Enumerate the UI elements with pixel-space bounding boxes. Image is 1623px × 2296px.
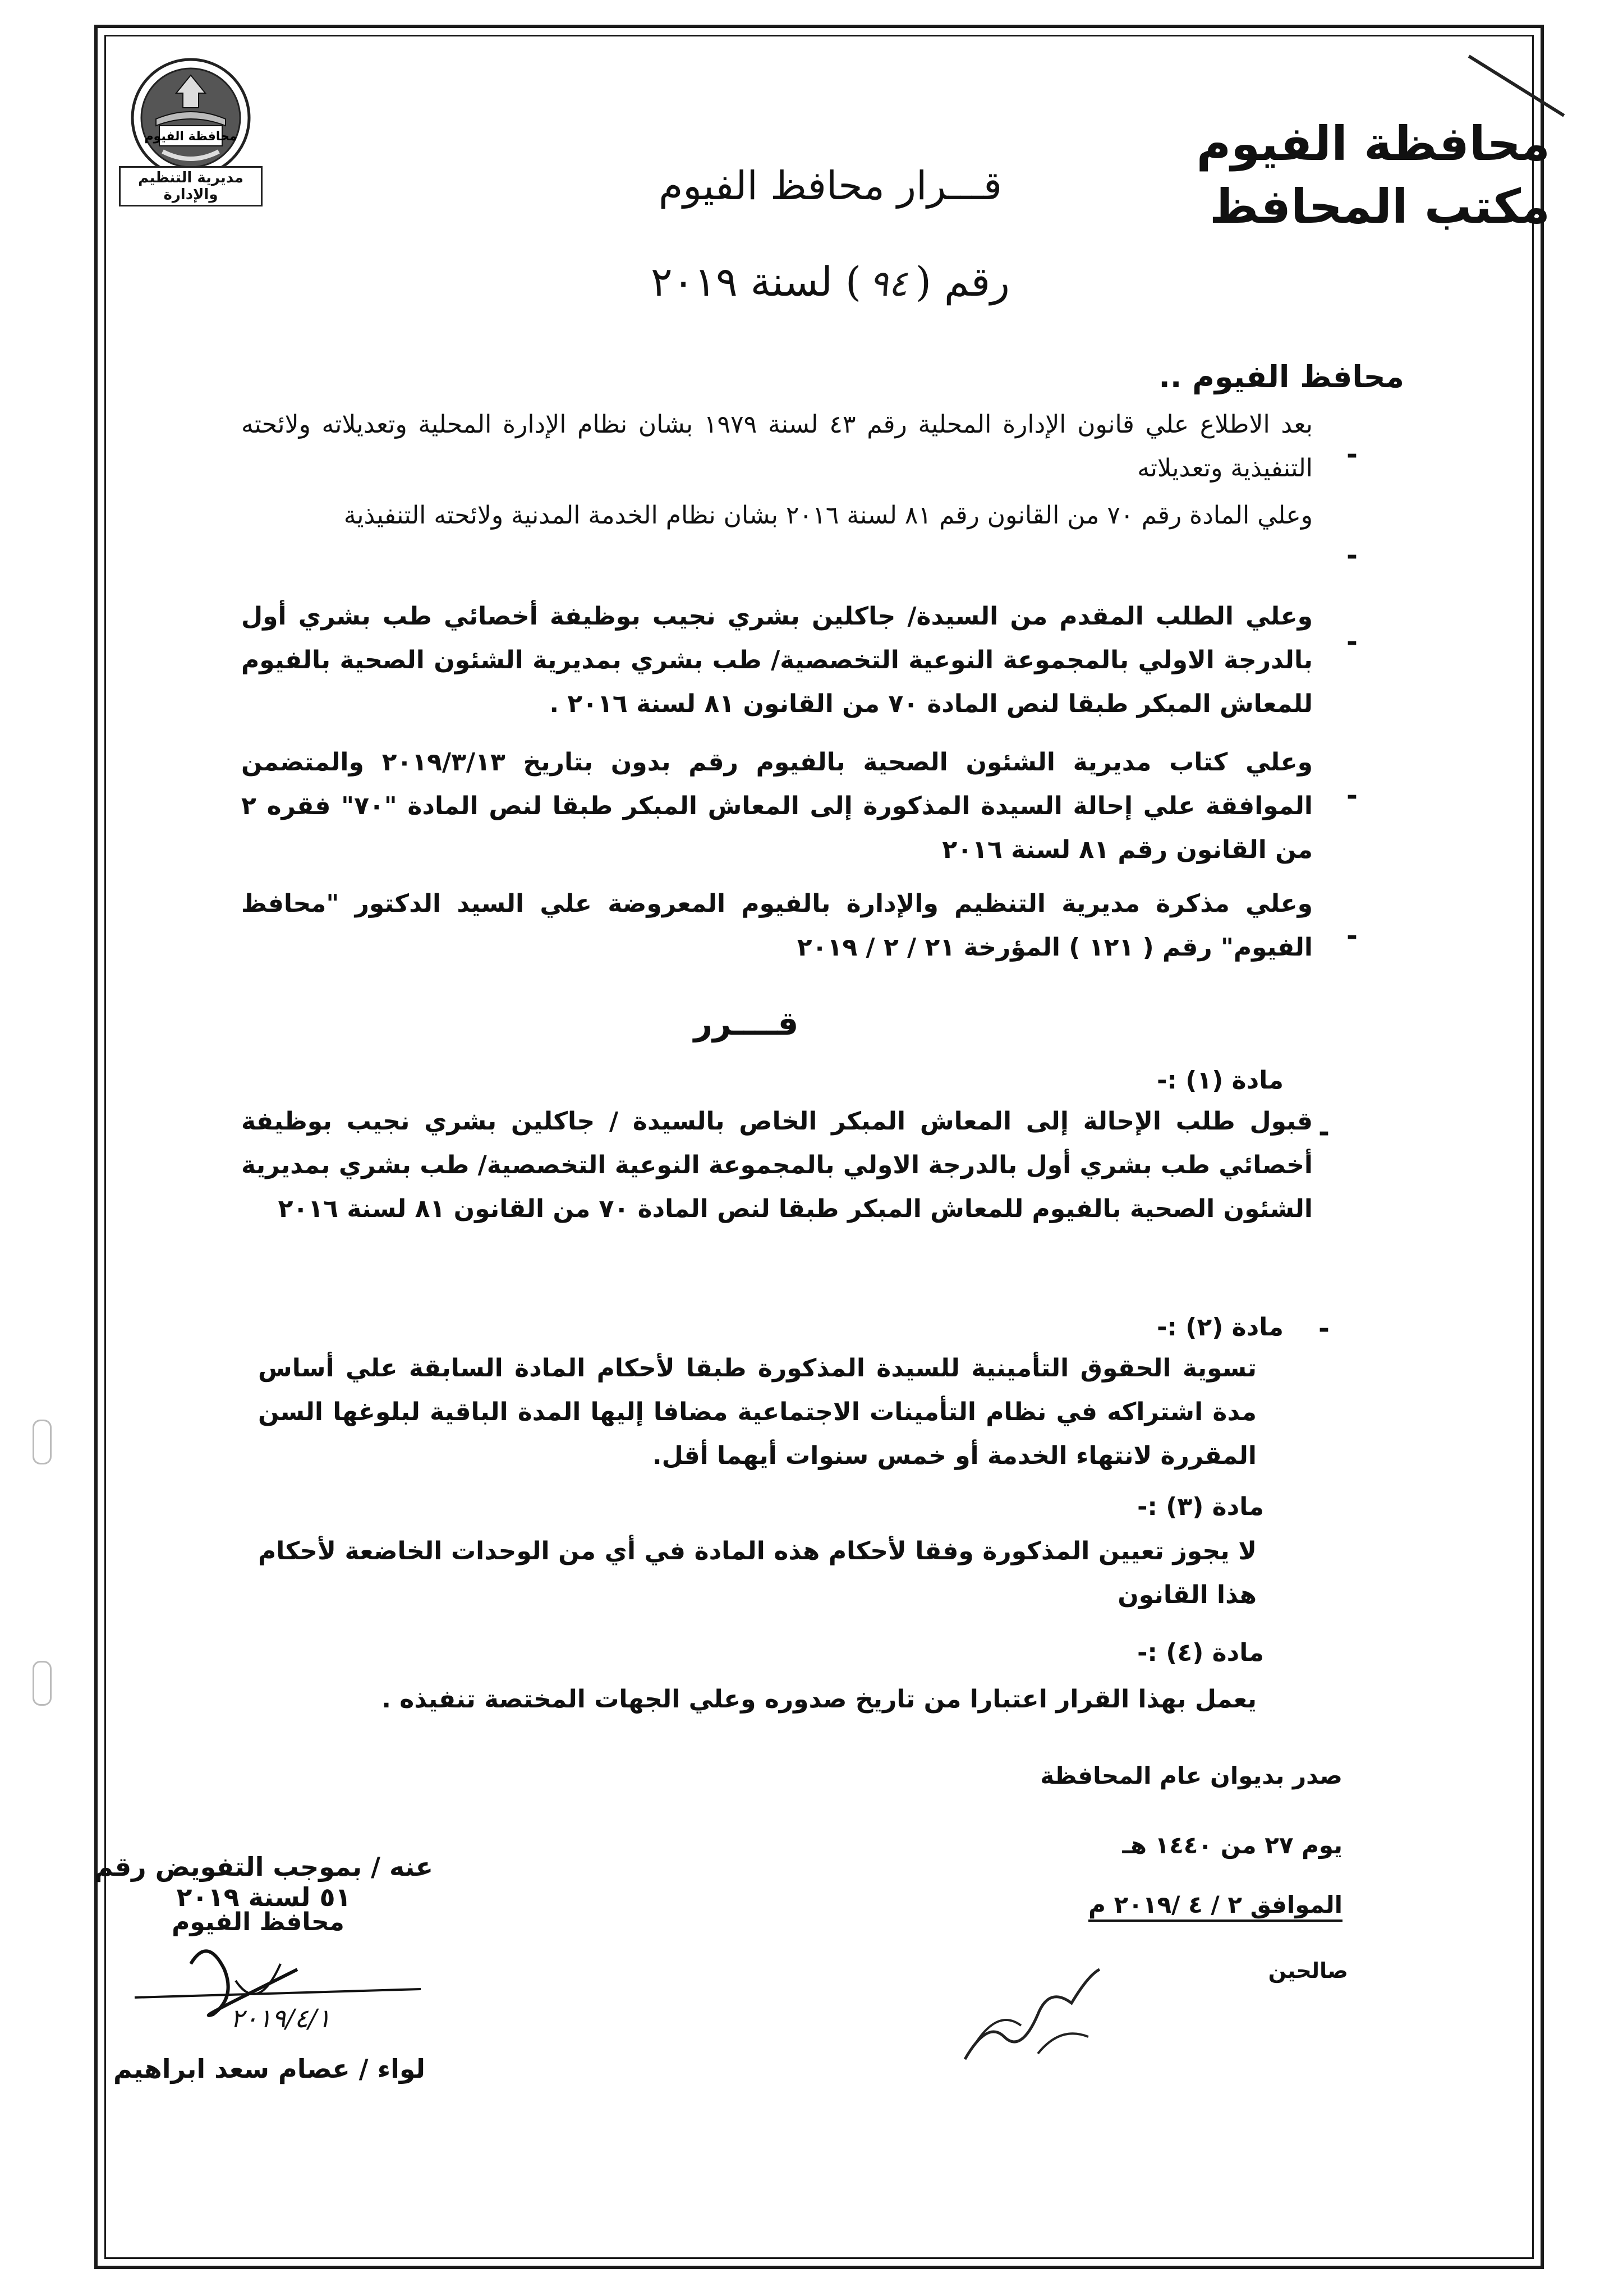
- reviewer-signature: [954, 1953, 1111, 2076]
- punch-hole: [33, 1661, 52, 1706]
- issued-line: صدر بديوان عام المحافظة: [1040, 1762, 1342, 1789]
- preamble-clause: وعلي كتاب مديرية الشئون الصحية بالفيوم رقم بدون بتاريخ ٢٠١٩/٣/١٣ والمتضمن الموافقة علي إحالة السيدة المذكورة إلى المعاش المبكر طبقا لنص المادة "٧٠" فقره ٢ من القانون رقم ٨١ لسنة ٢٠١٦: [241, 748, 1313, 864]
- bullet-dash: -: [1346, 540, 1358, 571]
- seal-text: محافظة الفيوم: [144, 130, 237, 144]
- seal-label: مديرية التنظيم والإدارة: [119, 166, 263, 206]
- article-3-text: لا يجوز تعيين المذكورة وفقا لأحكام هذه المادة في أي من الوحدات الخاضعة لأحكام هذا القانون: [258, 1537, 1257, 1609]
- article-4-heading: مادة (٤) :-: [1137, 1638, 1264, 1667]
- letterhead: [1197, 112, 1550, 238]
- decision-number: [617, 258, 1043, 305]
- article-1-text: قبول طلب الإحالة إلى المعاش المبكر الخاص بالسيدة / جاكلين بشري نجيب بوظيفة أخصائي طب بشري أول بالدرجة الاولي بالمجموعة النوعية التخصصية/ طب بشري بمديرية الشئون الصحية بالفيوم للمعاش المبكر طبقا لنص المادة ٧٠ من القانون ٨١ لسنة ٢٠١٦: [241, 1107, 1313, 1223]
- number-prefix: رقم (: [915, 258, 1010, 305]
- punch-hole: [33, 1420, 52, 1464]
- preamble-clause: بعد الاطلاع علي قانون الإدارة المحلية رقم ٤٣ لسنة ١٩٧٩ بشان نظام الإدارة المحلية وتعديلاته ولائحته التنفيذية وتعديلاته: [241, 410, 1313, 483]
- delegation-line: عنه / بموجب التفويض رقم ٥١ لسنة ٢٠١٩: [94, 1852, 434, 1912]
- handwritten-number: ٩٤: [869, 263, 908, 305]
- bullet-dash: -: [1318, 1313, 1330, 1344]
- bullet-dash: -: [1346, 780, 1358, 811]
- bullet-dash: -: [1346, 626, 1358, 658]
- verified-by: صالحين: [1268, 1958, 1348, 1983]
- decided-heading: قــــرر: [693, 1004, 799, 1043]
- signature-date: ٢٠١٩/٤/١: [230, 2003, 331, 2033]
- gregorian-date: الموافق ٢ / ٤ /٢٠١٩ م: [1088, 1891, 1342, 1922]
- article-2-text: تسوية الحقوق التأمينية للسيدة المذكورة طبقا لأحكام المادة السابقة علي أساس مدة اشتراكه في نظام التأمينات الاجتماعية مضافا إليها المدة الباقية لبلوغها السن المقررة لانتهاء الخدمة أو خمس سنوات أيهما أقل.: [258, 1354, 1257, 1470]
- bullet-dash: -: [1346, 439, 1358, 470]
- bullet-dash: -: [1318, 1117, 1330, 1148]
- hijri-date: يوم ٢٧ من ١٤٤٠ هـ: [1122, 1831, 1342, 1859]
- number-suffix: ) لسنة ٢٠١٩: [651, 258, 862, 305]
- bullet-dash: -: [1346, 920, 1358, 952]
- article-4-text: يعمل بهذا القرار اعتبارا من تاريخ صدوره وعلي الجهات المختصة تنفيذه .: [381, 1685, 1257, 1714]
- preamble-clause: وعلي مذكرة مديرية التنظيم والإدارة بالفيوم المعروضة علي السيد الدكتور "محافظ الفيوم" رقم ( ١٢١ ) المؤرخة ٢١ / ٢ / ٢٠١٩: [241, 889, 1313, 962]
- preamble-clause: وعلي الطلب المقدم من السيدة/ جاكلين بشري نجيب بوظيفة أخصائي طب بشري أول بالدرجة الاولي بالمجموعة النوعية التخصصية/ طب بشري بمديرية الشئون الصحية بالفيوم للمعاش المبكر طبقا لنص المادة ٧٠ من القانون ٨١ لسنة ٢٠١٦ .: [241, 602, 1313, 718]
- governor-stamp: محافظ الفيوم: [172, 1908, 344, 1936]
- governor-heading: محافظ الفيوم ..: [1158, 359, 1404, 394]
- article-3-heading: مادة (٣) :-: [1137, 1493, 1264, 1521]
- article-2-heading: مادة (٢) :-: [1157, 1313, 1284, 1342]
- signer-name: لواء / عصام سعد ابراهيم: [113, 2054, 425, 2084]
- office-name: مكتب المحافظ: [1210, 179, 1550, 234]
- preamble-clause: وعلي المادة رقم ٧٠ من القانون رقم ٨١ لسنة ٢٠١٦ بشان نظام الخدمة المدنية ولائحته التنفيذية: [343, 501, 1313, 530]
- article-1-heading: مادة (١) :-: [1157, 1066, 1284, 1095]
- governorate-name: محافظة الفيوم: [1196, 116, 1550, 171]
- decision-title: قـــرار محافظ الفيوم: [658, 163, 1003, 209]
